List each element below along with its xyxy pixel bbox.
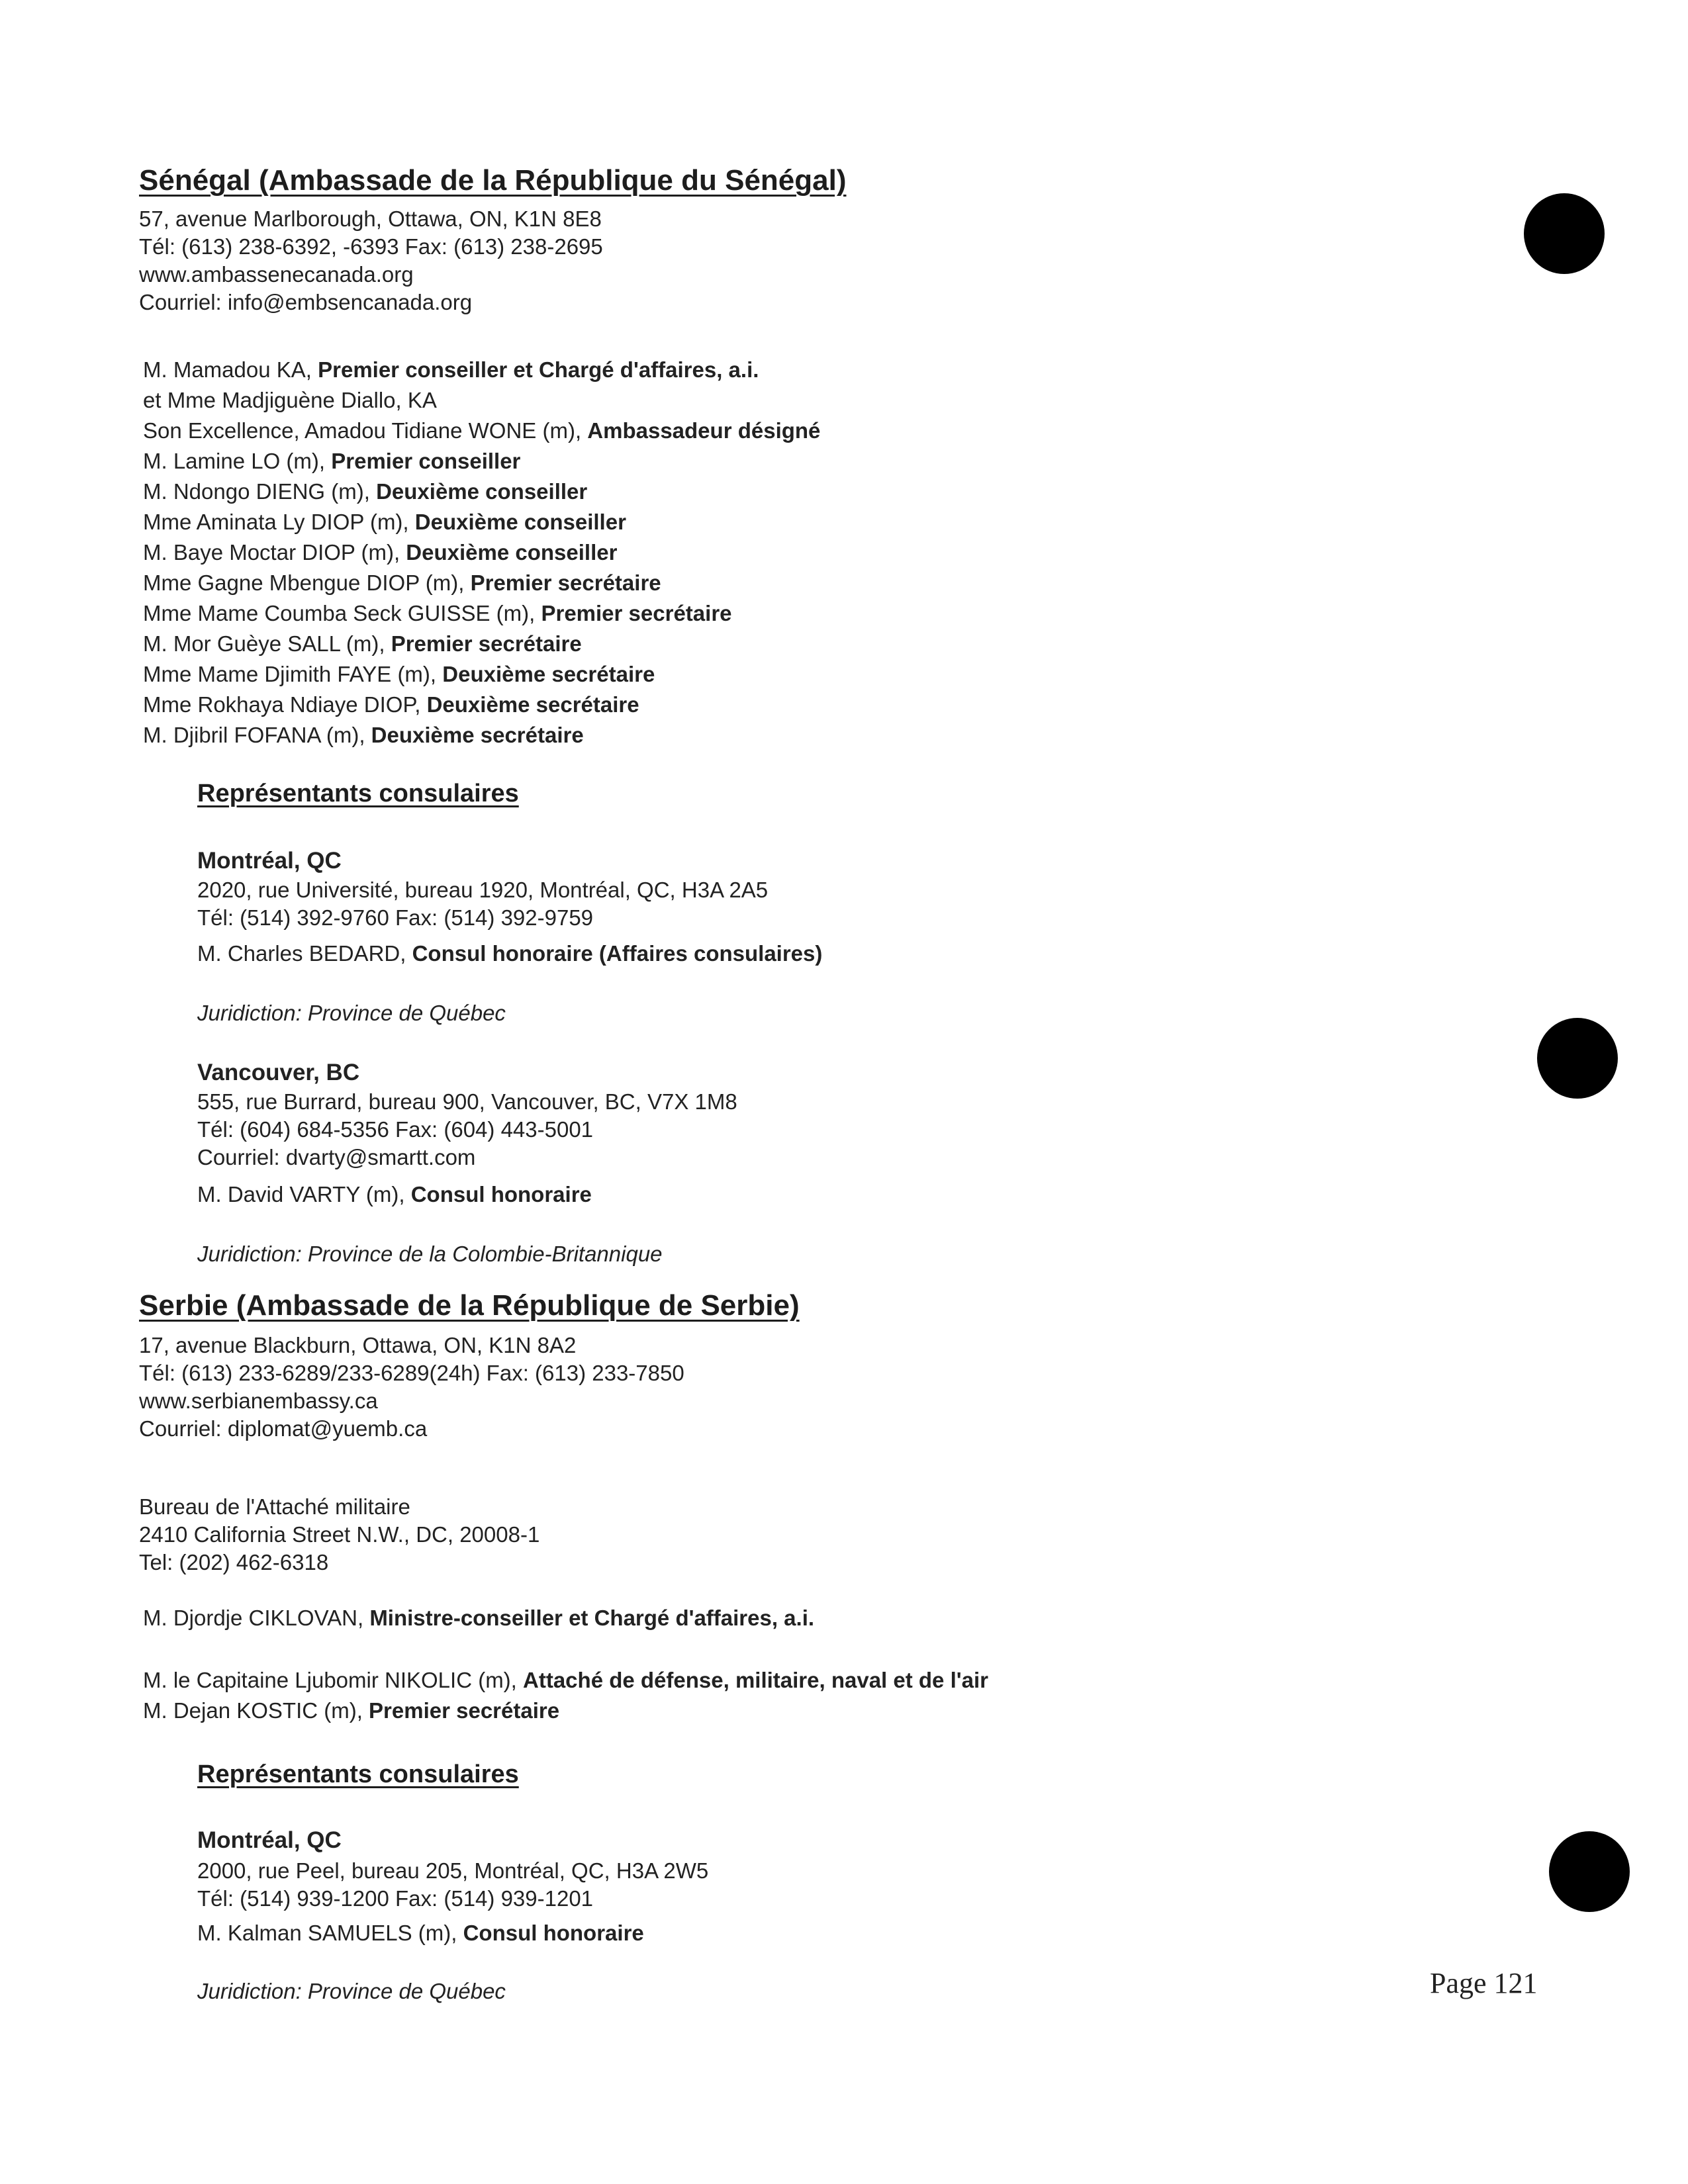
senegal-staff-item: Mme Aminata Ly DIOP (m), Deuxième conseiller bbox=[143, 510, 626, 534]
senegal-email: Courriel: info@embsencanada.org bbox=[139, 290, 473, 314]
senegal-consulate-montreal-jurisdiction: Juridiction: Province de Québec bbox=[197, 1001, 506, 1025]
consulate-address-line: 555, rue Burrard, bureau 900, Vancouver, BC, V7X 1M8 bbox=[197, 1089, 737, 1114]
consulate-phone-line: Tél: (514) 392-9760 Fax: (514) 392-9759 bbox=[197, 905, 594, 930]
military-office-phone: Tel: (202) 462-6318 bbox=[139, 1550, 329, 1574]
senegal-heading: Sénégal (Ambassade de la République du Sénégal) bbox=[139, 164, 847, 197]
senegal-phone: Tél: (613) 238-6392, -6393 Fax: (613) 238-2695 bbox=[139, 234, 603, 259]
serbie-consulate-montreal-person: M. Kalman SAMUELS (m), Consul honoraire bbox=[197, 1921, 644, 1945]
senegal-staff-item: et Mme Madjiguène Diallo, KA bbox=[143, 388, 437, 412]
senegal-consulate-montreal-city: Montréal, QC bbox=[197, 848, 342, 874]
senegal-address-street: 57, avenue Marlborough, Ottawa, ON, K1N 8E8 bbox=[139, 206, 602, 231]
senegal-staff-list bbox=[143, 355, 820, 751]
senegal-staff-item: Mme Mame Djimith FAYE (m), Deuxième secrétaire bbox=[143, 662, 655, 686]
serbie-consulate-montreal-city: Montréal, QC bbox=[197, 1827, 342, 1853]
senegal-staff-item: M. Ndongo DIENG (m), Deuxième conseiller bbox=[143, 479, 588, 504]
punch-hole-top bbox=[1524, 193, 1605, 274]
serbie-address-block bbox=[139, 1332, 684, 1443]
military-office-title: Bureau de l'Attaché militaire bbox=[139, 1494, 410, 1519]
senegal-consulate-vancouver-person: M. David VARTY (m), Consul honoraire bbox=[197, 1182, 592, 1206]
consulate-phone-line: Tél: (514) 939-1200 Fax: (514) 939-1201 bbox=[197, 1886, 594, 1911]
serbie-staff-item: M. Dejan KOSTIC (m), Premier secrétaire bbox=[143, 1698, 560, 1723]
senegal-staff-item: M. Mor Guèye SALL (m), Premier secrétaire bbox=[143, 631, 582, 656]
consulate-address-line: 2020, rue Université, bureau 1920, Montréal, QC, H3A 2A5 bbox=[197, 878, 769, 902]
punch-hole-bottom bbox=[1549, 1831, 1630, 1912]
serbie-phone: Tél: (613) 233-6289/233-6289(24h) Fax: (613) 233-7850 bbox=[139, 1361, 684, 1385]
serbie-consulate-montreal-address bbox=[197, 1857, 708, 1913]
senegal-staff-item: M. Djibril FOFANA (m), Deuxième secrétaire bbox=[143, 723, 584, 747]
senegal-staff-item: M. Mamadou KA, Premier conseiller et Chargé d'affaires, a.i. bbox=[143, 357, 759, 382]
serbie-address-street: 17, avenue Blackburn, Ottawa, ON, K1N 8A2 bbox=[139, 1333, 577, 1357]
serbie-heading: Serbie (Ambassade de la République de Serbie) bbox=[139, 1289, 800, 1322]
senegal-staff-item: M. Lamine LO (m), Premier conseiller bbox=[143, 449, 521, 473]
serbie-email: Courriel: diplomat@yuemb.ca bbox=[139, 1416, 428, 1441]
senegal-staff-item: Son Excellence, Amadou Tidiane WONE (m), Ambassadeur désigné bbox=[143, 418, 821, 443]
senegal-staff-item: Mme Mame Coumba Seck GUISSE (m), Premier secrétaire bbox=[143, 601, 732, 625]
senegal-consular-heading: Représentants consulaires bbox=[197, 780, 519, 807]
punch-hole-middle bbox=[1537, 1018, 1618, 1099]
serbie-staff-list bbox=[143, 1665, 988, 1726]
senegal-website: www.ambassenecanada.org bbox=[139, 262, 414, 287]
serbie-consulate-montreal-jurisdiction: Juridiction: Province de Québec bbox=[197, 1979, 506, 2003]
senegal-consulate-vancouver-address bbox=[197, 1088, 737, 1171]
senegal-consulate-montreal-address bbox=[197, 876, 768, 932]
senegal-staff-item: Mme Gagne Mbengue DIOP (m), Premier secrétaire bbox=[143, 570, 661, 595]
senegal-consulate-vancouver-city: Vancouver, BC bbox=[197, 1060, 360, 1085]
senegal-address-block bbox=[139, 205, 603, 316]
senegal-consulate-vancouver-jurisdiction: Juridiction: Province de la Colombie-Britannique bbox=[197, 1242, 663, 1266]
consulate-address-line: 2000, rue Peel, bureau 205, Montréal, QC, H3A 2W5 bbox=[197, 1858, 709, 1883]
consulate-phone-line: Tél: (604) 684-5356 Fax: (604) 443-5001 bbox=[197, 1117, 594, 1142]
serbie-consular-heading: Représentants consulaires bbox=[197, 1760, 519, 1788]
senegal-staff-item: Mme Rokhaya Ndiaye DIOP, Deuxième secrétaire bbox=[143, 692, 639, 717]
page-number: Page 121 bbox=[1430, 1967, 1538, 1999]
serbie-staff-item: M. le Capitaine Ljubomir NIKOLIC (m), Attaché de défense, militaire, naval et de l'air bbox=[143, 1668, 988, 1692]
consulate-email-line: Courriel: dvarty@smartt.com bbox=[197, 1145, 476, 1169]
senegal-consulate-montreal-person: M. Charles BEDARD, Consul honoraire (Affaires consulaires) bbox=[197, 941, 823, 966]
military-office-address: 2410 California Street N.W., DC, 20008-1 bbox=[139, 1522, 540, 1547]
serbie-military-office bbox=[139, 1493, 539, 1576]
serbie-website: www.serbianembassy.ca bbox=[139, 1388, 378, 1413]
senegal-staff-item: M. Baye Moctar DIOP (m), Deuxième conseiller bbox=[143, 540, 618, 565]
serbie-charge-affaires: M. Djordje CIKLOVAN, Ministre-conseiller et Chargé d'affaires, a.i. bbox=[143, 1606, 815, 1630]
